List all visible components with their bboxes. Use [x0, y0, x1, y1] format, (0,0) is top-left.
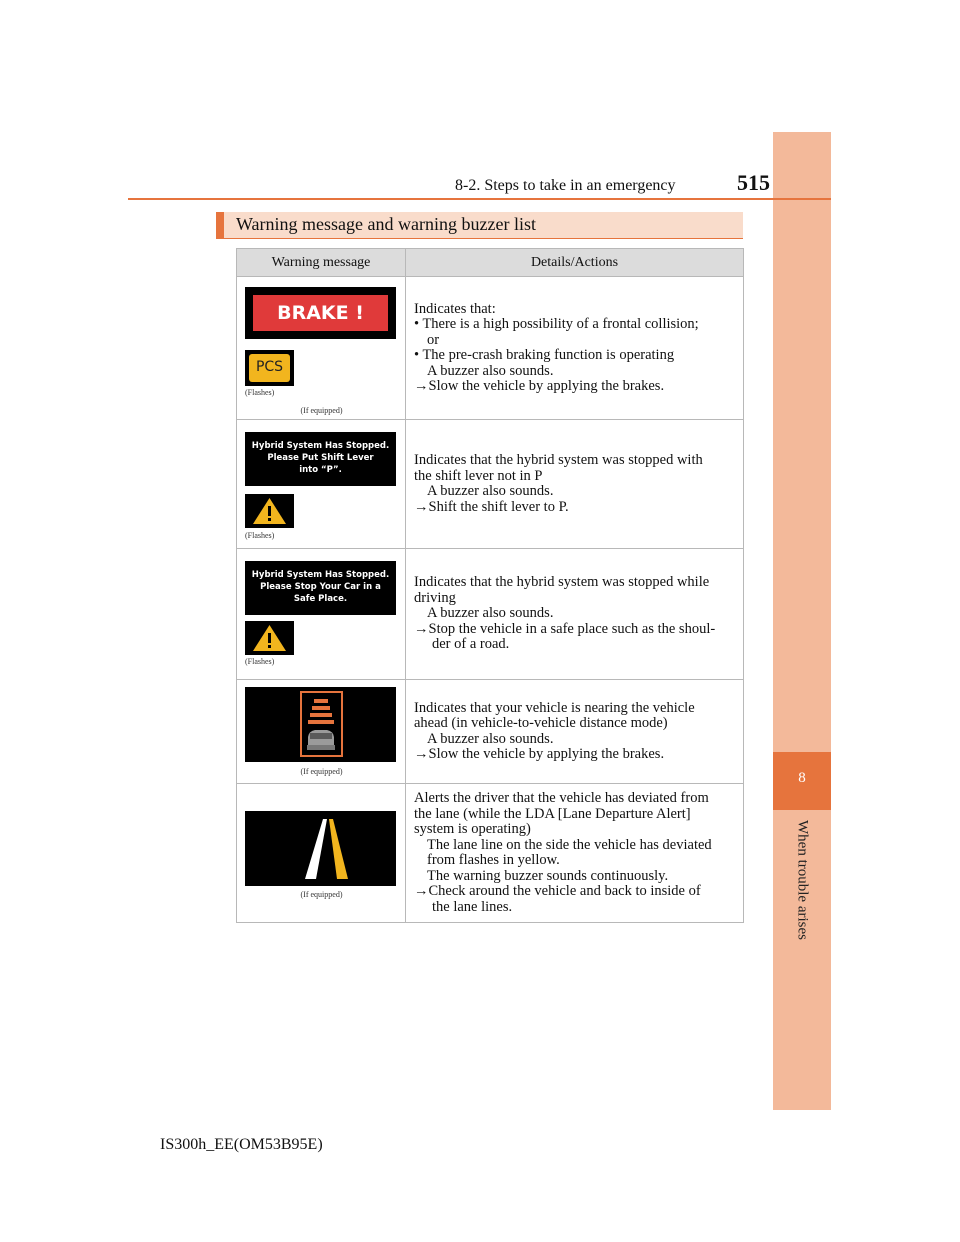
warning-image-cell: [237, 277, 406, 420]
detail-line: A buzzer also sounds.: [427, 730, 554, 747]
detail-line: the lane (while the LDA [Lane Departure Alert]: [414, 805, 691, 822]
hybrid-stopped-screen: [245, 561, 396, 615]
warning-triangle-icon: [245, 621, 294, 655]
section-banner: [216, 212, 743, 238]
vehicle-approach-screen: [245, 687, 396, 762]
section-title: 8-2. Steps to take in an emergency: [455, 177, 676, 194]
lane-departure-screen: [245, 811, 396, 886]
pcs-indicator: [245, 350, 294, 386]
if-equipped-caption: (If equipped): [300, 406, 343, 415]
details-cell: [406, 680, 744, 784]
flashes-caption: (Flashes): [245, 388, 275, 397]
detail-line: the shift lever not in P: [414, 467, 543, 484]
chapter-number: 8: [798, 770, 806, 786]
if-equipped-caption: (If equipped): [300, 890, 343, 899]
detail-line: Alerts the driver that the vehicle has deviated from: [414, 790, 709, 806]
vehicle-ahead-icon: [245, 687, 396, 762]
screen-line: Hybrid System Has Stopped.: [251, 570, 390, 580]
detail-line: from flashes in yellow.: [427, 852, 560, 868]
brake-red-panel: [253, 295, 388, 331]
page-number: 515: [737, 170, 770, 195]
detail-line: A buzzer also sounds.: [427, 483, 554, 499]
warning-triangle-icon: [245, 494, 294, 528]
detail-line: Indicates that your vehicle is nearing the vehicle: [414, 699, 695, 716]
chapter-title: When trouble arises: [794, 820, 811, 940]
hybrid-stopped-screen: [245, 432, 396, 486]
detail-line: →Slow the vehicle by applying the brakes.: [414, 378, 665, 394]
detail-line: →Check around the vehicle and back to inside of: [414, 883, 701, 899]
detail-line: The warning buzzer sounds continuously.: [427, 867, 669, 884]
warning-image-cell: [237, 784, 406, 923]
detail-line: ahead (in vehicle-to-vehicle distance mode): [414, 715, 668, 731]
detail-line: →Stop the vehicle in a safe place such as the shoul-: [414, 620, 716, 637]
detail-line: system is operating): [414, 821, 531, 837]
header-warning-message: Warning message: [237, 249, 406, 277]
master-warning-indicator: [245, 494, 294, 528]
detail-line: driving: [414, 589, 456, 606]
chapter-side-tab: [773, 132, 831, 1110]
detail-line: →Slow the vehicle by applying the brakes.: [414, 746, 665, 762]
warning-message-table: [236, 248, 744, 923]
detail-line: Indicates that:: [414, 300, 496, 317]
screen-line: into “P”.: [299, 465, 342, 475]
warning-image-cell: [237, 420, 406, 549]
detail-line: Indicates that the hybrid system was stopped with: [414, 452, 703, 468]
table-header-row: [237, 249, 744, 277]
document-code: IS300h_EE(OM53B95E): [160, 1136, 323, 1153]
brake-message-screen: [245, 287, 396, 339]
details-cell: [406, 277, 744, 420]
lane-lines-icon: [245, 811, 396, 886]
table-row: [237, 680, 744, 784]
pcs-text: PCS: [255, 359, 284, 375]
pcs-indicator-lamp: [249, 354, 290, 382]
detail-line: der of a road.: [432, 636, 510, 653]
detail-line: • The pre-crash braking function is operating: [414, 347, 675, 363]
screen-line: Safe Place.: [293, 594, 348, 604]
details-cell: [406, 420, 744, 549]
detail-line: A buzzer also sounds.: [427, 605, 554, 622]
header-rule: [128, 198, 831, 200]
details-cell: [406, 784, 744, 923]
brake-text: BRAKE !: [277, 302, 364, 324]
detail-line: →Shift the shift lever to P.: [414, 498, 569, 515]
details-cell: [406, 549, 744, 680]
detail-line: or: [427, 331, 440, 348]
warning-image-cell: [237, 549, 406, 680]
table-row: [237, 784, 744, 923]
detail-line: A buzzer also sounds.: [427, 362, 554, 379]
master-warning-indicator: [245, 621, 294, 655]
screen-line: Hybrid System Has Stopped.: [251, 441, 390, 451]
flashes-caption: (Flashes): [245, 657, 275, 666]
screen-line: Please Put Shift Lever: [267, 453, 374, 463]
table-row: [237, 420, 744, 549]
screen-line: Please Stop Your Car in a: [260, 582, 381, 592]
flashes-caption: (Flashes): [245, 531, 275, 540]
banner-rule: [216, 238, 743, 239]
header-details-actions: Details/Actions: [406, 249, 744, 277]
banner-title: Warning message and warning buzzer list: [236, 214, 536, 234]
detail-line: the lane lines.: [432, 898, 513, 915]
if-equipped-caption: (If equipped): [300, 767, 343, 776]
detail-line: Indicates that the hybrid system was stopped while: [414, 574, 710, 591]
detail-line: • There is a high possibility of a frontal collision;: [414, 316, 699, 332]
detail-line: The lane line on the side the vehicle has deviated: [427, 836, 712, 853]
table-row: [237, 277, 744, 420]
table-row: [237, 549, 744, 680]
warning-image-cell: [237, 680, 406, 784]
